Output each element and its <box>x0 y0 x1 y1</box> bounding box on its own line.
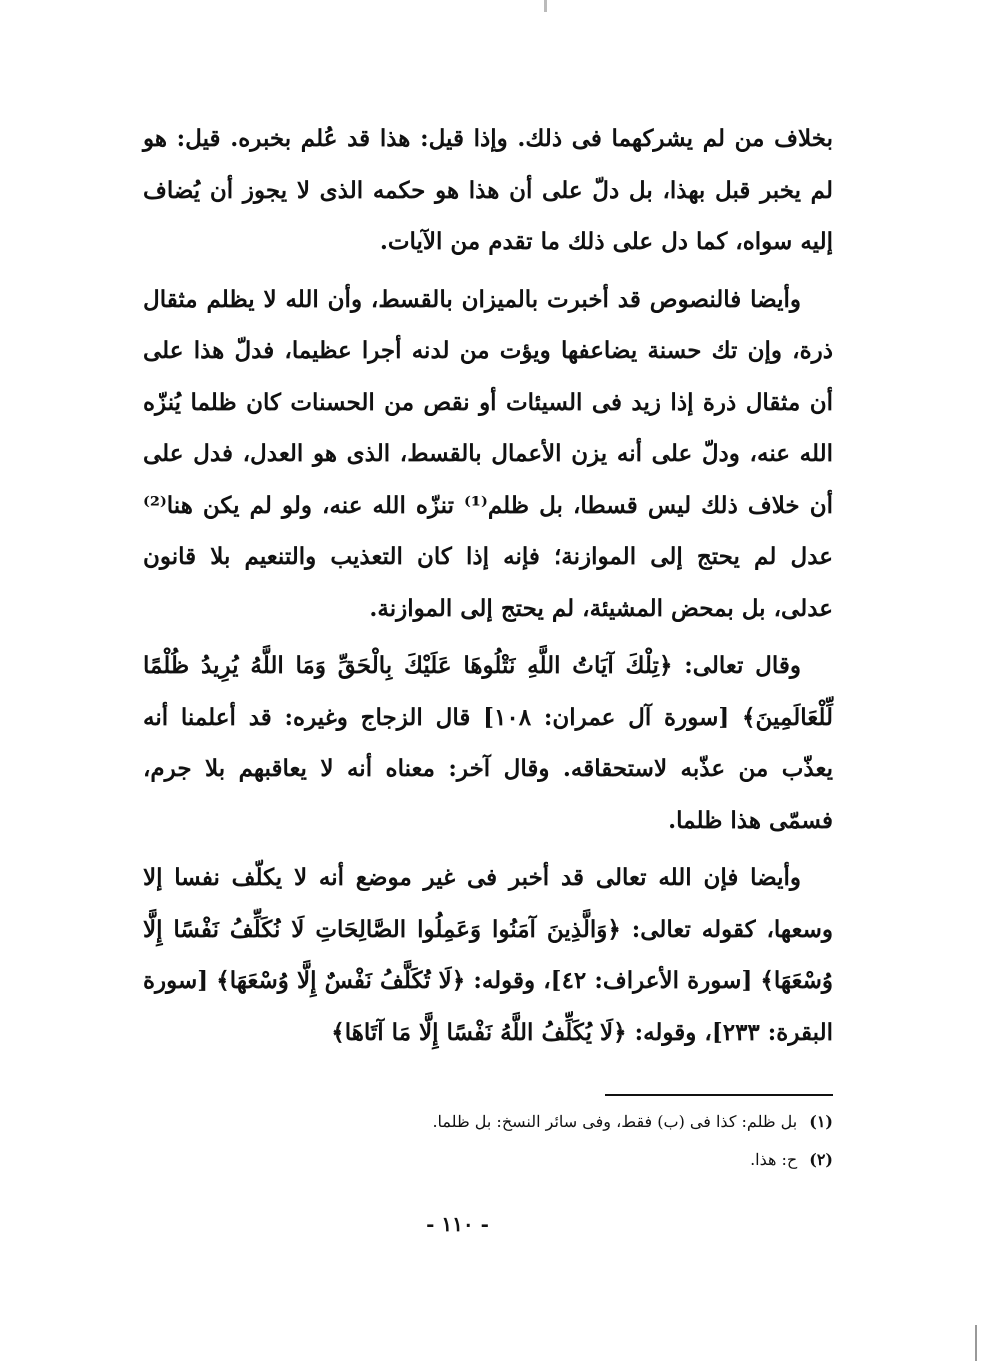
footnote-number: (١) <box>809 1112 833 1131</box>
main-text <box>143 113 833 1064</box>
scan-mark-right <box>975 1325 977 1361</box>
paragraph-1: بخلاف من لم يشركهما فى ذلك. وإذا قيل: هذا قد عُلم بخبره. قيل: هو لم يخبر قبل بهذا، بل دلّ على أن هذا هو حكمه الذى لا يجوز أن يُضاف إليه سواه، كما دل على ذلك ما تقدم من الآيات. <box>143 125 833 255</box>
footnote-text: ح: هذا. <box>750 1150 798 1169</box>
paragraph-2: وأيضا فالنصوص قد أخبرت بالميزان بالقسط، وأن الله لا يظلم مثقال ذرة، وإن تك حسنة يضاعفها ويؤت من لدنه أجرا عظيما، فدلّ هذا على أن مثقال ذرة إذا زيد فى السيئات أو نقص من الحسنات كان ظلما يُنزّه الله عنه، ودلّ على أنه يزن الأعمال بالقسط، الذى هو العدل، فدل على أن خلاف ذلك ليس قسطا، بل ظلم⁽¹⁾ تنزّه الله عنه، ولو لم يكن هنا⁽²⁾ عدل لم يحتج إلى الموازنة؛ فإنه إذا كان التعذيب والتنعيم بلا قانون عدلى، بل بمحض المشيئة، لم يحتج إلى الموازنة. <box>143 285 833 622</box>
footnote-1 <box>143 1103 833 1141</box>
footnote-number: (٢) <box>809 1150 833 1169</box>
footnote-text: بل ظلم: كذا فى (ب) فقط، وفى سائر النسخ: بل ظلما. <box>432 1112 798 1131</box>
page-number: - ١١٠ - <box>426 1212 489 1236</box>
footnote-2 <box>143 1141 833 1179</box>
paragraph-4: وأيضا فإن الله تعالى قد أخبر فى غير موضع أنه لا يكلّف نفسا إلا وسعها، كقوله تعالى: ﴿وَالَّذِينَ آمَنُوا وَعَمِلُوا الصَّالِحَاتِ لَا نُكَلِّفُ نَفْسًا إِلَّا وُسْعَهَا﴾ [سورة الأعراف: ٤٢]، وقوله: ﴿لَا تُكَلَّفُ نَفْسٌ إِلَّا وُسْعَهَا﴾ [سورة البقرة: ٢٣٣]، وقوله: ﴿لَا يُكَلِّفُ اللَّهُ نَفْسًا إِلَّا مَا آتَاهَا﴾ <box>143 864 833 1046</box>
footnotes <box>143 1103 833 1179</box>
footnote-divider <box>605 1094 833 1096</box>
scan-mark-top <box>544 0 547 12</box>
paragraph-3: وقال تعالى: ﴿تِلْكَ آيَاتُ اللَّهِ نَتْلُوهَا عَلَيْكَ بِالْحَقِّ وَمَا اللَّهُ يُرِيدُ ظُلْمًا لِّلْعَالَمِينَ﴾ [سورة آل عمران: ١٠٨] قال الزجاج وغيره: قد أعلمنا أنه يعذّب من عذّبه لاستحقاقه. وقال آخر: معناه أنه لا يعاقبهم بلا جرم، فسمّى هذا ظلما. <box>143 652 833 834</box>
